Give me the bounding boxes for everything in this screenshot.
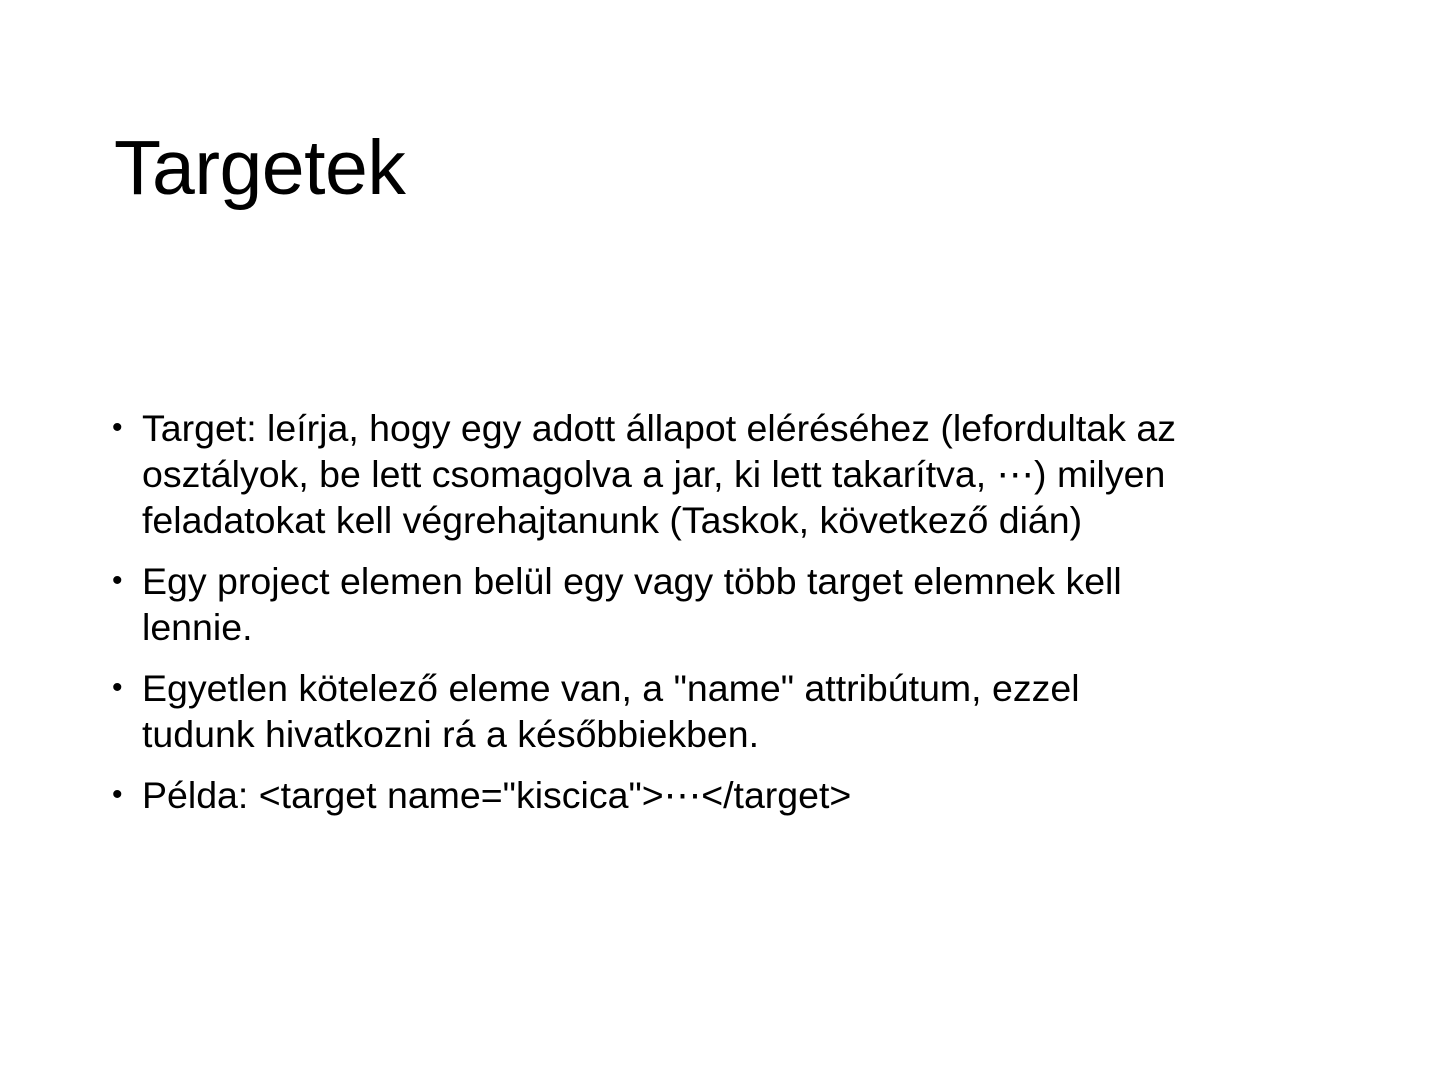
bullet-marker: • — [112, 564, 123, 597]
bullet-line: tudunk hivatkozni rá a későbbiekben. — [142, 713, 760, 755]
bullet-line: Egyetlen kötelező eleme van, a "name" attribútum, ezzel — [142, 667, 1080, 709]
bullet-list — [112, 405, 1342, 833]
bullet-line: osztályok, be lett csomagolva a jar, ki lett takarítva, ⋯) milyen — [142, 453, 1166, 495]
bullet-line: feladatokat kell végrehajtanunk (Taskok, következő dián) — [142, 499, 1083, 541]
bullet-line: lennie. — [142, 606, 253, 648]
slide-title: Targetek — [114, 125, 406, 211]
bullet-item — [112, 772, 1342, 818]
bullet-item — [112, 405, 1342, 543]
bullet-item — [112, 665, 1342, 757]
bullet-line: Példa: <target name="kiscica">⋯</target> — [142, 774, 852, 816]
bullet-marker: • — [112, 671, 123, 704]
bullet-item — [112, 558, 1342, 650]
bullet-marker: • — [112, 778, 123, 811]
bullet-marker: • — [112, 411, 123, 444]
bullet-line: Egy project elemen belül egy vagy több target elemnek kell — [142, 560, 1122, 602]
bullet-line: Target: leírja, hogy egy adott állapot eléréséhez (lefordultak az — [142, 407, 1176, 449]
